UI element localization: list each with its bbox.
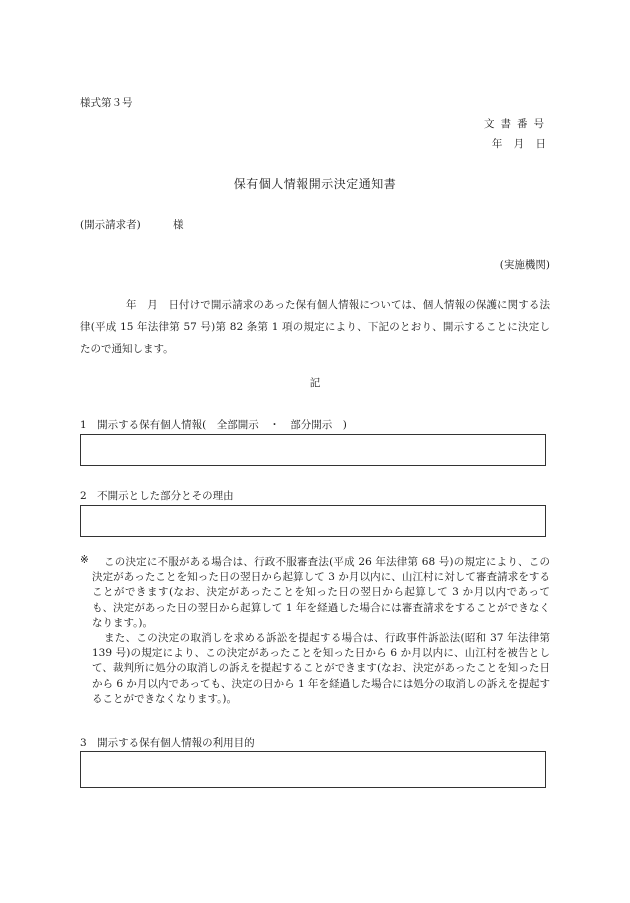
- date-label: 年 月 日: [491, 138, 550, 150]
- section-2-label: 2 不開示とした部分とその理由: [80, 490, 234, 502]
- form-number: 様式第３号: [80, 97, 133, 109]
- section-1-label: 1 開示する保有個人情報( 全部開示 ・ 部分開示 ): [80, 419, 347, 431]
- section-3-label: 3 開示する保有個人情報の利用目的: [80, 737, 255, 749]
- lawsuit-note-paragraph: また、この決定の取消しを求める訴訟を提起する場合は、行政事件訴訟法(昭和 37 年法律第 139 号)の規定により、この決定があったことを知った日から 6 か月以内に、山江村を被告として、裁判所に処分の取消しの訴えを提起することができます(なお、決定があったことを知った日から 6 か月以内であっても、決定の日から 1 年を経過した場合には処分の取消しの訴えを提起することができなくなります。)。: [92, 632, 550, 705]
- appeal-note-paragraph: この決定に不服がある場合は、行政不服審査法(平成 26 年法律第 68 号)の規定により、この決定があったことを知った日の翌日から起算して 3 か月以内に、山江村に対して審査請求をすることができます(なお、決定があったことを知った日の翌日から起算して 3 か月以内であっても、決定があった日の翌日から起算して 1 年を経過した場合には審査請求をすることができなくなります。)。: [92, 556, 550, 629]
- requester-honorific: 様: [173, 219, 184, 231]
- document-title: 保有個人情報開示決定通知書: [233, 177, 397, 191]
- ki-heading: 記: [309, 377, 321, 389]
- section-2-entry-box: [80, 505, 546, 537]
- requester-label: (開示請求者): [80, 219, 141, 231]
- document-number-label: 文書番号: [484, 118, 550, 130]
- issuing-agency-label: (実施機関): [499, 259, 550, 271]
- notice-body-paragraph: 年 月 日付けで開示請求のあった保有個人情報については、個人情報の保護に関する法律(平成 15 年法律第 57 号)第 82 条第 1 項の規定により、下記のとおり、開示することに決定したので通知します。: [80, 299, 550, 355]
- note-mark: ※: [80, 554, 89, 566]
- section-1-entry-box: [80, 434, 546, 466]
- section-3-entry-box: [80, 751, 546, 788]
